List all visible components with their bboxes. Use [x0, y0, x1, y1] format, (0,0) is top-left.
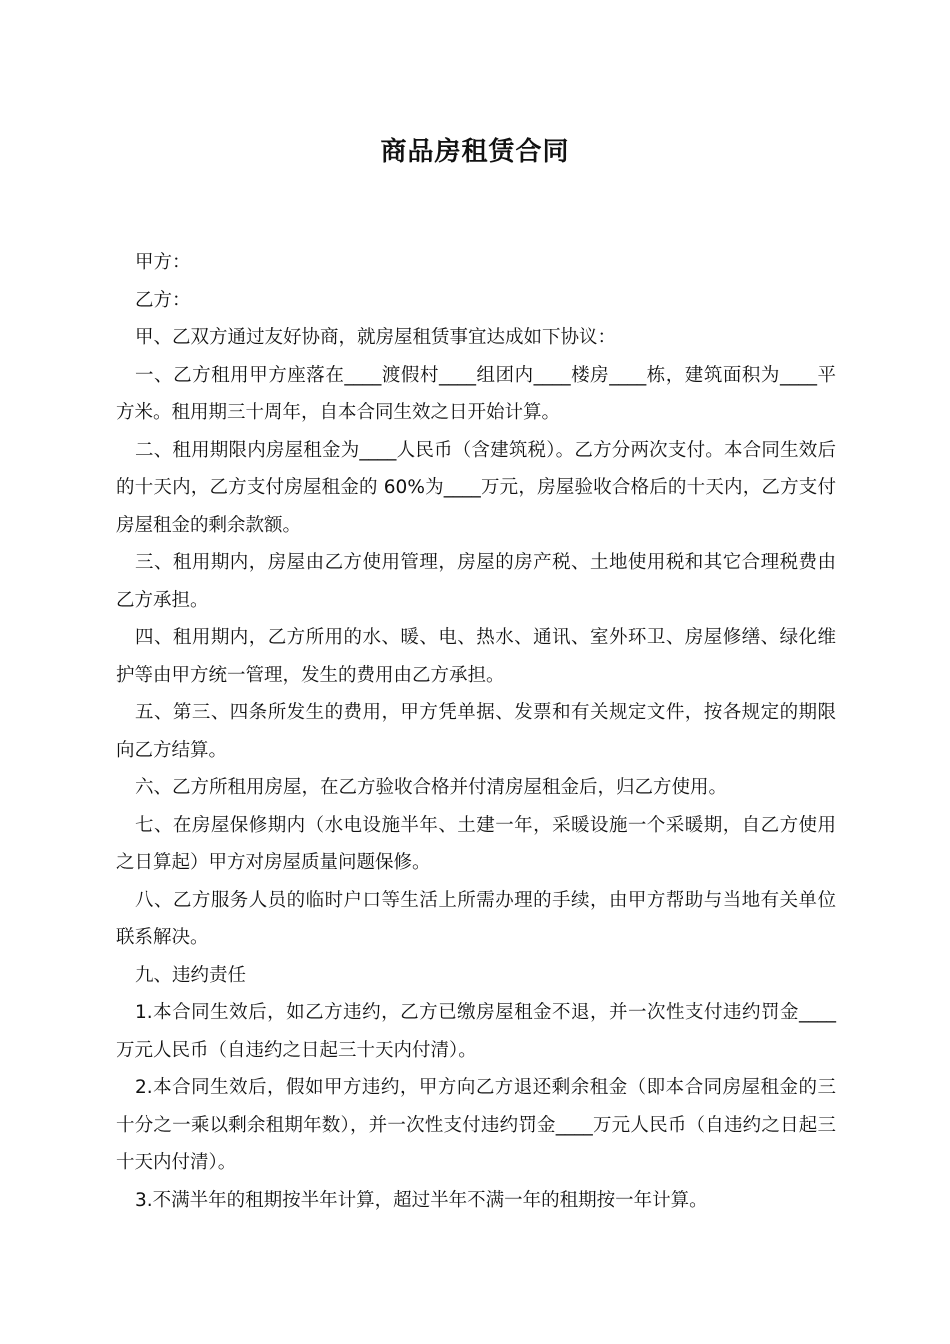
breach-item-1: 1.本合同生效后，如乙方违约，乙方已缴房屋租金不退，并一次性支付违约罚金____万元人民币（自违约之日起三十天内付清）。	[116, 1002, 836, 1061]
document-title: 商品房租赁合同	[380, 137, 570, 167]
clause-4: 四、租用期内，乙方所用的水、暖、电、热水、通讯、室外环卫、房屋修缮、绿化维护等由甲方统一管理，发生的费用由乙方承担。	[116, 627, 836, 686]
breach-item-2: 2.本合同生效后，假如甲方违约，甲方向乙方退还剩余租金（即本合同房屋租金的三十分之一乘以剩余租期年数），并一次性支付违约罚金____万元人民币（自违约之日起三十天内付清）。	[116, 1077, 836, 1173]
clause-7: 七、在房屋保修期内（水电设施半年、土建一年，采暖设施一个采暖期，自乙方使用之日算起）甲方对房屋质量问题保修。	[116, 814, 836, 873]
clause-1: 一、乙方租用甲方座落在____渡假村____组团内____楼房____栋，建筑面积为____平方米。租用期三十周年，自本合同生效之日开始计算。	[116, 364, 836, 423]
clause-9-heading: 九、违约责任	[135, 964, 247, 986]
clause-8: 八、乙方服务人员的临时户口等生活上所需办理的手续，由甲方帮助与当地有关单位联系解决。	[116, 889, 836, 948]
clause-3: 三、租用期内，房屋由乙方使用管理，房屋的房产税、土地使用税和其它合理税费由乙方承担。	[116, 552, 836, 611]
clause-5: 五、第三、四条所发生的费用，甲方凭单据、发票和有关规定文件，按各规定的期限向乙方结算。	[116, 702, 836, 761]
breach-item-3: 3.不满半年的租期按半年计算，超过半年不满一年的租期按一年计算。	[135, 1189, 708, 1211]
party-b-line: 乙方：	[135, 289, 191, 311]
clause-6: 六、乙方所租用房屋，在乙方验收合格并付清房屋租金后，归乙方使用。	[135, 777, 728, 798]
clause-2: 二、租用期限内房屋租金为____人民币（含建筑税）。乙方分两次支付。本合同生效后的十天内，乙方支付房屋租金的 60%为____万元，房屋验收合格后的十天内，乙方支付房屋租金的剩余款额。	[116, 439, 836, 536]
party-a-line: 甲方：	[135, 252, 191, 273]
document-body	[116, 244, 836, 1219]
preamble-paragraph: 甲、乙双方通过友好协商，就房屋租赁事宜达成如下协议：	[135, 327, 617, 348]
